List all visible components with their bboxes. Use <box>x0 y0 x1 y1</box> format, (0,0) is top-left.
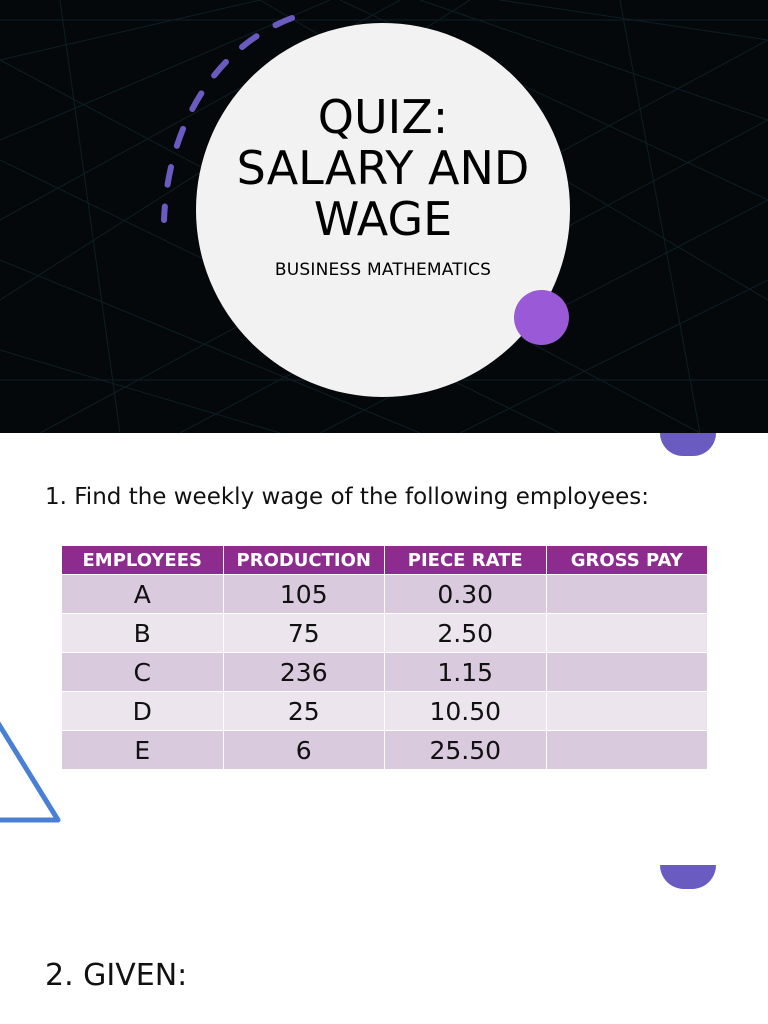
cell-production: 6 <box>223 731 385 770</box>
cell-piece-rate: 10.50 <box>385 692 547 731</box>
cell-piece-rate: 1.15 <box>385 653 547 692</box>
decorative-half-circle-bottom <box>660 865 716 889</box>
table-row <box>62 731 708 770</box>
title-line-1: QUIZ: <box>317 90 449 144</box>
cell-piece-rate: 25.50 <box>385 731 547 770</box>
header-gross-pay: GROSS PAY <box>546 546 708 575</box>
cell-production: 105 <box>223 575 385 614</box>
cell-employee: B <box>62 614 224 653</box>
table-header-row <box>62 546 708 575</box>
cell-production: 236 <box>223 653 385 692</box>
dashed-arc <box>150 10 310 230</box>
slide-subtitle: BUSINESS MATHEMATICS <box>274 260 492 280</box>
wage-table <box>61 545 708 770</box>
decorative-triangle <box>0 700 70 830</box>
question-1: 1. Find the weekly wage of the following employees: <box>45 484 649 510</box>
header-production: PRODUCTION <box>223 546 385 575</box>
cell-production: 25 <box>223 692 385 731</box>
cell-production: 75 <box>223 614 385 653</box>
accent-dot <box>514 290 569 345</box>
cell-gross-pay <box>546 731 708 770</box>
cell-employee: D <box>62 692 224 731</box>
cell-piece-rate: 2.50 <box>385 614 547 653</box>
table-row <box>62 653 708 692</box>
cell-employee: A <box>62 575 224 614</box>
question-2: 2. GIVEN: <box>45 958 188 993</box>
cell-piece-rate: 0.30 <box>385 575 547 614</box>
cell-employee: E <box>62 731 224 770</box>
title-line-3: WAGE <box>313 192 453 246</box>
table-row <box>62 614 708 653</box>
title-line-2: SALARY AND <box>236 141 530 195</box>
table-row <box>62 575 708 614</box>
cell-gross-pay <box>546 692 708 731</box>
cell-gross-pay <box>546 575 708 614</box>
cell-gross-pay <box>546 614 708 653</box>
header-employees: EMPLOYEES <box>62 546 224 575</box>
decorative-half-circle-top <box>660 433 716 456</box>
cell-gross-pay <box>546 653 708 692</box>
table-row <box>62 692 708 731</box>
cell-employee: C <box>62 653 224 692</box>
header-piece-rate: PIECE RATE <box>385 546 547 575</box>
title-slide <box>0 0 768 433</box>
